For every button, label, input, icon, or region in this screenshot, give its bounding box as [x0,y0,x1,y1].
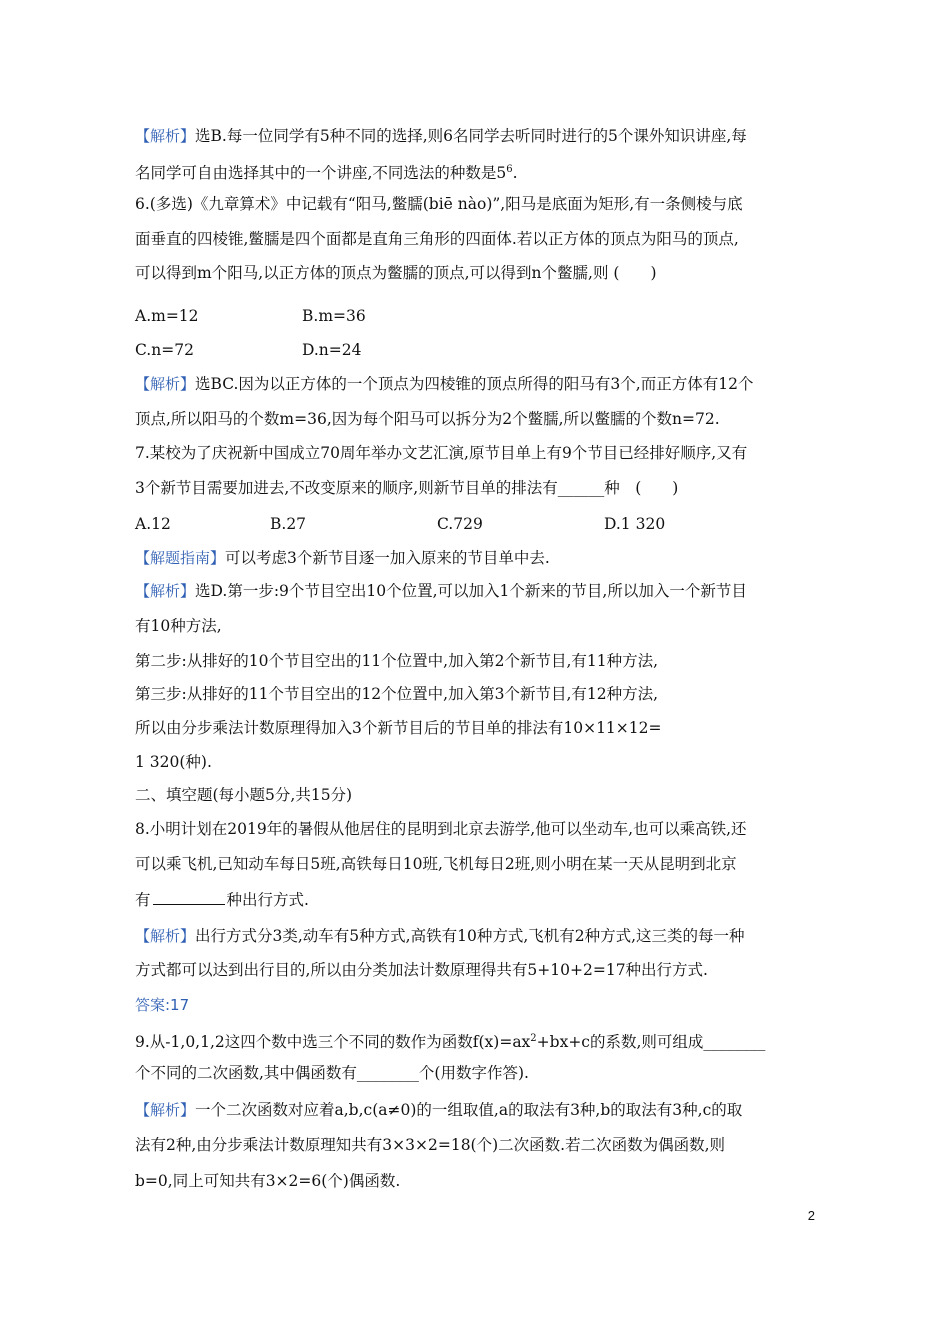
hint-tag: 【解题指南】 [135,549,226,567]
q9-analysis-line3: b=0,同上可知共有3×2=6(个)偶函数. [135,1172,401,1190]
analysis-tag: 【解析】 [135,127,196,145]
q6-option-a: A.m=12 [135,307,199,325]
q9-analysis-line1: 【解析】一个二次函数对应着a,b,c(a≠0)的一组取值,a的取法有3种,b的取法有3种,c的取 [135,1101,743,1119]
q8-stem-line2: 可以乘飞机,已知动车每日5班,高铁每日10班,飞机每日2班,则小明在某一天从昆明到北京 [135,855,737,873]
q6-stem-line3: 可以得到m个阳马,以正方体的顶点为鳖臑的顶点,可以得到n个鳖臑,则 ( ) [135,264,657,282]
q7-analysis-line5: 所以由分步乘法计数原理得加入3个新节目后的节目单的排法有10×11×12= [135,719,662,737]
q7-analysis-line2: 有10种方法, [135,617,222,635]
q9-stem-line1: 9.从-1,0,1,2这四个数中选三个不同的数作为函数$f(x)=ax^2+bx+c$的系数,则可组成________ [135,1033,766,1052]
answer-blank [153,890,225,905]
q7-stem-line2: 3个新节目需要加进去,不改变原来的顺序,则新节目单的排法有______种 ( ) [135,479,679,497]
analysis-tag: 【解析】 [135,582,196,600]
q7-option-c: C.729 [437,515,483,533]
q7-analysis-line4: 第三步:从排好的11个节目空出的12个位置中,加入第3个新节目,有12种方法, [135,685,659,703]
analysis-tag: 【解析】 [135,927,196,945]
q6-stem-line2: 面垂直的四棱锥,鳖臑是四个面都是直角三角形的四面体.若以正方体的顶点为阳马的顶点, [135,230,739,248]
q6-analysis-line2: 顶点,所以阳马的个数m=36,因为每个阳马可以拆分为2个鳖臑,所以鳖臑的个数n=72. [135,410,720,428]
q7-option-d: D.1 320 [604,515,666,533]
q8-stem-line3: 有 种出行方式. [135,891,309,909]
q7-stem-line1: 7.某校为了庆祝新中国成立70周年举办文艺汇演,原节目单上有9个节目已经排好顺序,又有 [135,444,748,462]
q9-analysis-line2: 法有2种,由分步乘法计数原理知共有3×3×2=18(个)二次函数.若二次函数为偶函数,则 [135,1136,726,1154]
q6-option-d: D.n=24 [302,341,362,359]
q8-analysis-line1: 【解析】出行方式分3类,动车有5种方式,高铁有10种方式,飞机有2种方式,这三类的每一种 [135,927,745,945]
q6-option-c: C.n=72 [135,341,194,359]
analysis-tag: 【解析】 [135,375,196,393]
p5-analysis-line1: 【解析】选B.每一位同学有5种不同的选择,则6名同学去听同时进行的5个课外知识讲座,每 [135,127,747,145]
q7-option-b: B.27 [270,515,307,533]
q7-analysis-line3: 第二步:从排好的10个节目空出的11个位置中,加入第2个新节目,有11种方法, [135,652,659,670]
q7-hint-line: 【解题指南】可以考虑3个新节目逐一加入原来的节目单中去. [135,549,550,567]
q8-stem-line1: 8.小明计划在2019年的暑假从他居住的昆明到北京去游学,他可以坐动车,也可以乘高铁,还 [135,820,747,838]
analysis-tag: 【解析】 [135,1101,196,1119]
page-number: 2 [807,1208,815,1223]
p5-analysis-line2: 名同学可自由选择其中的一个讲座,不同选法的种数是$5^6$. [135,164,518,183]
q8-analysis-line2: 方式都可以达到出行目的,所以由分类加法计数原理得共有5+10+2=17种出行方式. [135,961,708,979]
q7-analysis-line6: 1 320(种). [135,753,212,771]
q7-option-a: A.12 [135,515,171,533]
q6-analysis-line1: 【解析】选BC.因为以正方体的一个顶点为四棱锥的顶点所得的阳马有3个,而正方体有12个 [135,375,754,393]
q7-analysis-line1: 【解析】选D.第一步:9个节目空出10个位置,可以加入1个新来的节目,所以加入一个新节目 [135,582,747,600]
q9-stem-line2: 个不同的二次函数,其中偶函数有________个(用数字作答). [135,1064,529,1082]
q6-stem-line1: 6.(多选)《九章算术》中记载有“阳马,鳖臑(biē nào)”,阳马是底面为矩形,有一条侧棱与底 [135,195,743,213]
q8-answer: 答案:17 [135,996,190,1014]
q6-option-b: B.m=36 [302,307,366,325]
section-heading: 二、填空题(每小题5分,共15分) [135,786,353,804]
